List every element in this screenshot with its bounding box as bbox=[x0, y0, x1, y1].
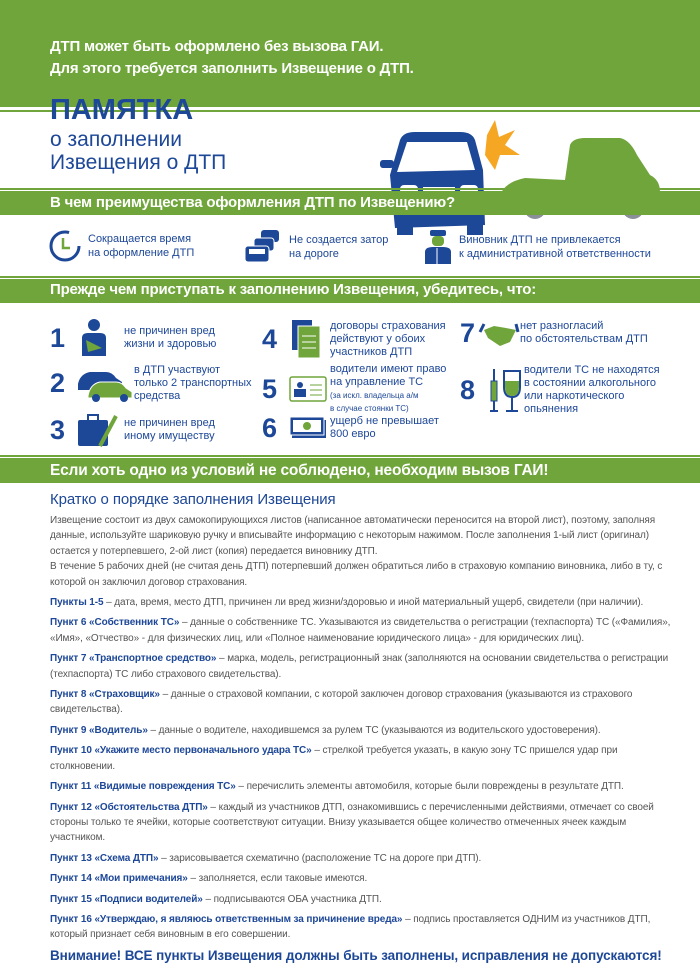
point-item bbox=[50, 723, 675, 738]
header-line-2: Для этого требуется заполнить Извещение о ДТП. bbox=[50, 60, 414, 77]
condition-1 bbox=[50, 318, 216, 358]
point-item bbox=[50, 800, 675, 846]
condition-3 bbox=[50, 412, 215, 448]
point-label: Пункт 6 «Собственник ТС» bbox=[50, 617, 180, 629]
advantage-traffic bbox=[243, 228, 388, 266]
point-label: Пункт 8 «Страховщик» bbox=[50, 689, 160, 701]
car-crash-illustration bbox=[375, 120, 665, 235]
condition-number: 8 bbox=[460, 374, 476, 405]
point-text: – зарисовывается схематично (расположение ТС на дороге при ДТП). bbox=[158, 852, 482, 864]
condition-text: договоры страхования bbox=[330, 319, 446, 332]
driver-license-icon bbox=[288, 373, 330, 405]
clock-icon bbox=[48, 228, 82, 264]
condition-text: водители ТС не находятся bbox=[524, 364, 660, 376]
page-subtitle-2: Извещения о ДТП bbox=[50, 151, 227, 174]
advantage-text: на оформление ДТП bbox=[88, 247, 195, 259]
point-text: – данные о водителе, находившемся за рулем ТС (указываются из водительского удостоверения). bbox=[147, 724, 601, 736]
page-title: ПАМЯТКА bbox=[50, 94, 194, 126]
conditions-heading: Прежде чем приступать к заполнению Извещения, убедитесь, что: bbox=[0, 279, 700, 303]
condition-text: участников ДТП bbox=[330, 345, 413, 358]
point-item bbox=[50, 595, 675, 610]
point-label: Пункт 9 «Водитель» bbox=[50, 724, 148, 736]
traffic-cars-icon bbox=[243, 228, 283, 266]
advantage-text: Сокращается время bbox=[88, 233, 192, 245]
point-text: – стрелкой требуется указать, в какую зону ТС пришелся удар при столкновении. bbox=[50, 745, 618, 772]
divider bbox=[0, 188, 700, 190]
brief-intro-2: В течение 5 рабочих дней (не считая день ДТП) потерпевший должен обратиться либо в страховую компанию виновника, либо в ту, с которой он заключил договор страхования. bbox=[50, 561, 663, 588]
point-label: Пункт 10 «Укажите место первоначального удара ТС» bbox=[50, 745, 312, 757]
advantages-heading: В чем преимущества оформления ДТП по Извещению? bbox=[0, 191, 700, 215]
condition-text: ущерб не превышает bbox=[330, 415, 439, 427]
condition-5 bbox=[262, 363, 446, 415]
point-item bbox=[50, 687, 675, 718]
point-text: – марка, модель, регистрационный знак (заполняются на основании свидетельства о регистрации (техпаспорта) ТС либо страхового свидетельства). bbox=[50, 653, 669, 680]
condition-text: средства bbox=[134, 390, 181, 402]
advantage-text: Виновник ДТП не привлекается bbox=[459, 234, 621, 246]
page-subtitle-1: о заполнении bbox=[50, 128, 182, 151]
point-label: Пункт 14 «Мои примечания» bbox=[50, 873, 188, 885]
advantage-time bbox=[48, 228, 194, 264]
warning-text: Внимание! ВСЕ пункты Извещения должны быть заполнены, исправления не допускаются! bbox=[50, 947, 662, 963]
injured-person-icon bbox=[76, 318, 124, 358]
point-text: – подпись проставляется ОДНИМ из участников ДТП, который признает себя виновным в его совершении. bbox=[50, 913, 651, 941]
condition-number: 6 bbox=[262, 412, 278, 443]
condition-text: в состоянии алкогольного bbox=[524, 377, 657, 389]
police-officer-icon bbox=[423, 228, 453, 266]
advantage-text: Не создается затор bbox=[289, 234, 389, 246]
condition-number: 1 bbox=[50, 322, 66, 353]
two-cars-icon bbox=[76, 366, 134, 402]
syringe-glass-icon bbox=[486, 367, 524, 413]
point-text: – заполняется, если таковые имеются. bbox=[187, 873, 368, 885]
point-item bbox=[50, 892, 675, 907]
condition-text: на управление ТС bbox=[330, 376, 424, 388]
header-banner bbox=[0, 0, 700, 107]
condition-text: только 2 транспортных bbox=[134, 377, 252, 389]
condition-4 bbox=[262, 318, 446, 360]
condition-number: 5 bbox=[262, 373, 278, 404]
condition-text: действуют у обоих bbox=[330, 332, 426, 345]
point-item bbox=[50, 779, 675, 794]
point-label: Пункт 13 «Схема ДТП» bbox=[50, 852, 159, 864]
point-text: – подписываются ОБА участника ДТП. bbox=[202, 893, 382, 905]
point-label: Пункт 16 «Утверждаю, я являюсь ответственным за причинение вреда» bbox=[50, 913, 403, 925]
money-icon bbox=[288, 414, 330, 442]
condition-2 bbox=[50, 364, 252, 403]
condition-8 bbox=[460, 364, 660, 416]
condition-number: 7 bbox=[460, 317, 476, 348]
point-text: – дата, время, место ДТП, причинен ли вред жизни/здоровью и иной материальный ущерб, свидетели (при наличии). bbox=[103, 597, 644, 609]
documents-icon bbox=[288, 318, 330, 360]
advantage-text: к административной ответственности bbox=[459, 248, 651, 260]
point-item bbox=[50, 851, 675, 866]
advantage-text: на дороге bbox=[289, 248, 339, 260]
condition-number: 2 bbox=[50, 368, 66, 398]
advantage-no-liability bbox=[423, 228, 651, 266]
condition-text: по обстоятельствам ДТП bbox=[520, 333, 648, 345]
point-label: Пункт 11 «Видимые повреждения ТС» bbox=[50, 781, 236, 793]
point-item bbox=[50, 743, 675, 774]
point-item bbox=[50, 615, 675, 646]
point-text: – перечислить элементы автомобиля, которые были повреждены в результате ДТП. bbox=[235, 781, 624, 793]
condition-text: жизни и здоровью bbox=[124, 338, 217, 350]
divider bbox=[0, 276, 700, 278]
condition-note: (за искл. владельца а/м bbox=[330, 391, 419, 400]
divider bbox=[0, 455, 700, 457]
condition-text: не причинен вред bbox=[124, 417, 215, 429]
briefcase-umbrella-icon bbox=[76, 412, 124, 448]
point-item bbox=[50, 651, 675, 682]
condition-text: в ДТП участвуют bbox=[134, 364, 221, 376]
condition-text: опьянения bbox=[524, 403, 579, 415]
condition-text: 800 евро bbox=[330, 428, 376, 440]
condition-number: 3 bbox=[50, 414, 66, 445]
brief-section bbox=[50, 490, 675, 963]
point-label: Пункт 7 «Транспортное средство» bbox=[50, 653, 217, 665]
point-text: – каждый из участников ДТП, ознакомившись с перечисленными действиями, отмечает со своей стороны только те ячейки, которые соответствуют ситуации. Внизу указывается общее количество отмеченных ячеек каждым участником. bbox=[50, 801, 654, 844]
point-label: Пункт 12 «Обстоятельства ДТП» bbox=[50, 801, 208, 813]
point-item bbox=[50, 871, 675, 886]
handshake-icon bbox=[478, 316, 520, 350]
header-line-1: ДТП может быть оформлено без вызова ГАИ. bbox=[50, 38, 384, 55]
point-label: Пункты 1-5 bbox=[50, 597, 104, 609]
condition-text: водители имеют право bbox=[330, 363, 447, 375]
point-text: – данные о собственнике ТС. Указываются из свидетельства о регистрации (техпаспорта) ТС («Фамилия», «Имя», «Отчество» - для физических лиц, или «Полное наименование юридического лица» - для юридических лиц). bbox=[50, 617, 671, 644]
condition-text: или наркотического bbox=[524, 390, 625, 402]
brief-intro: Извещение состоит из двух самокопирующихся листов (написанное автоматически переносится на второй лист), поэтому, заполняя данные, используйте шариковую ручку и вписывайте информацию с некоторым нажимом. После заполнения 1-ый лист (оригинал) остается у потерпевшего, 2-ой лист (копия) передается виновнику ДТП. bbox=[50, 515, 656, 557]
condition-text: иному имуществу bbox=[124, 430, 215, 442]
condition-text: не причинен вред bbox=[124, 325, 215, 337]
condition-6 bbox=[262, 414, 439, 442]
point-text: – данные о страховой компании, с которой заключен договор страхования (указываются из страхового свидетельства). bbox=[50, 689, 633, 716]
condition-note: в случае стоянки ТС) bbox=[330, 404, 409, 413]
condition-text: нет разногласий bbox=[520, 320, 604, 332]
condition-7 bbox=[460, 316, 648, 350]
call-gai-banner: Если хоть одно из условий не соблюдено, необходим вызов ГАИ! bbox=[0, 458, 700, 483]
brief-heading: Кратко о порядке заполнения Извещения bbox=[50, 491, 336, 508]
point-label: Пункт 15 «Подписи водителей» bbox=[50, 893, 203, 905]
condition-number: 4 bbox=[262, 323, 278, 354]
point-item bbox=[50, 912, 675, 943]
